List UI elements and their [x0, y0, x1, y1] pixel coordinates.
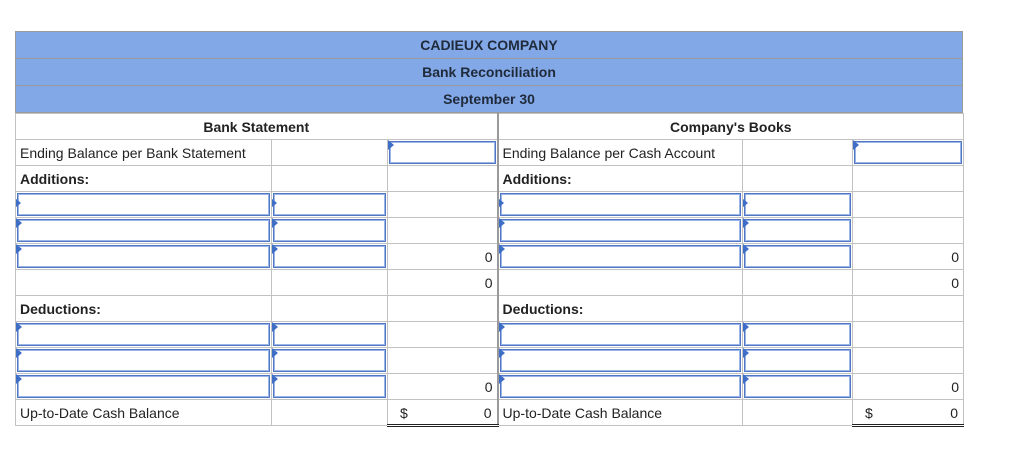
bank-addition-description-input[interactable] [17, 193, 270, 216]
bank-ending-balance-label: Ending Balance per Bank Statement [16, 140, 272, 166]
bank-deduction-amount-input[interactable] [273, 349, 386, 372]
company-name: CADIEUX COMPANY [15, 31, 963, 59]
books-deduction-description-input[interactable] [500, 375, 742, 398]
deduction-entry-row [16, 374, 964, 400]
addition-entry-row [16, 192, 964, 218]
up-to-date-balance-row [16, 400, 964, 426]
dropdown-marker-icon [743, 374, 749, 384]
books-additions-label: Additions: [498, 166, 743, 192]
deduction-entry-row [16, 348, 964, 374]
dropdown-marker-icon [272, 374, 278, 384]
addition-entry-row [16, 244, 964, 270]
dropdown-marker-icon [743, 198, 749, 208]
bank-deductions-subtotal: 0 [388, 374, 498, 400]
books-addition-amount-input[interactable] [744, 245, 851, 268]
dropdown-marker-icon [16, 374, 22, 384]
company-books-heading: Company's Books [498, 114, 964, 140]
dropdown-marker-icon [388, 140, 394, 150]
dropdown-marker-icon [499, 374, 505, 384]
dropdown-marker-icon [743, 244, 749, 254]
books-ending-balance-input[interactable] [854, 141, 962, 164]
books-ending-blank-cell [743, 140, 853, 166]
bank-deduction-description-input[interactable] [17, 323, 270, 346]
bank-additions-subtotal: 0 [388, 244, 498, 270]
deductions-label-row [16, 296, 964, 322]
bank-statement-heading: Bank Statement [16, 114, 498, 140]
bank-final-balance-cell [388, 400, 498, 426]
bank-final-balance-label: Up-to-Date Cash Balance [16, 400, 272, 426]
books-deduction-amount-input[interactable] [744, 349, 851, 372]
bank-addition-description-input[interactable] [17, 219, 270, 242]
books-addition-amount-input[interactable] [744, 193, 851, 216]
addition-entry-row [16, 218, 964, 244]
dropdown-marker-icon [498, 198, 504, 208]
statement-title: Bank Reconciliation [15, 59, 963, 86]
dropdown-marker-icon [272, 198, 278, 208]
books-additions-total: 0 [853, 270, 964, 296]
dropdown-marker-icon [16, 198, 22, 208]
dropdown-marker-icon [16, 218, 22, 228]
dropdown-marker-icon [272, 218, 278, 228]
bank-reconciliation-sheet [15, 31, 963, 427]
books-deduction-description-input[interactable] [500, 323, 742, 346]
dropdown-marker-icon [16, 322, 22, 332]
bank-ending-balance-input[interactable] [389, 141, 496, 164]
bank-deduction-description-input[interactable] [17, 349, 270, 372]
statement-date: September 30 [15, 86, 963, 113]
dropdown-marker-icon [272, 322, 278, 332]
dropdown-marker-icon [499, 218, 505, 228]
bank-additions-total: 0 [388, 270, 498, 296]
additions-total-row [16, 270, 964, 296]
dropdown-marker-icon [499, 348, 505, 358]
books-final-balance-label: Up-to-Date Cash Balance [498, 400, 743, 426]
section-heading-row [16, 114, 964, 140]
bank-deduction-description-input[interactable] [17, 375, 270, 398]
books-final-balance-cell [853, 400, 964, 426]
dropdown-marker-icon [272, 244, 278, 254]
bank-final-currency: $ [400, 405, 408, 421]
bank-addition-amount-input[interactable] [273, 245, 386, 268]
books-additions-subtotal: 0 [853, 244, 964, 270]
bank-ending-blank-cell [272, 140, 388, 166]
books-ending-balance-label: Ending Balance per Cash Account [498, 140, 743, 166]
deduction-entry-row [16, 322, 964, 348]
dropdown-marker-icon [16, 244, 22, 254]
books-deductions-subtotal: 0 [853, 374, 964, 400]
bank-deduction-amount-input[interactable] [273, 323, 386, 346]
books-ending-balance-cell [853, 140, 964, 166]
books-deduction-amount-input[interactable] [744, 375, 851, 398]
books-addition-description-input[interactable] [500, 245, 742, 268]
dropdown-marker-icon [499, 244, 505, 254]
dropdown-marker-icon [743, 218, 749, 228]
books-addition-amount-input[interactable] [744, 219, 851, 242]
bank-addition-amount-input[interactable] [273, 193, 386, 216]
books-final-currency: $ [865, 405, 873, 421]
bank-addition-description-input[interactable] [17, 245, 270, 268]
bank-additions-label: Additions: [16, 166, 272, 192]
books-final-balance-value: 0 [950, 405, 959, 421]
books-deductions-label: Deductions: [498, 296, 743, 322]
dropdown-marker-icon [16, 348, 22, 358]
books-addition-description-input[interactable] [500, 219, 742, 242]
ending-balance-row [16, 140, 964, 166]
books-addition-description-input[interactable] [500, 193, 742, 216]
reconciliation-table [15, 113, 964, 427]
dropdown-marker-icon [743, 348, 749, 358]
bank-addition-amount-input[interactable] [273, 219, 386, 242]
dropdown-marker-icon [853, 140, 859, 150]
books-deduction-amount-input[interactable] [744, 323, 851, 346]
bank-final-balance-value: 0 [483, 405, 492, 421]
bank-deductions-label: Deductions: [16, 296, 272, 322]
bank-ending-balance-cell [388, 140, 498, 166]
dropdown-marker-icon [743, 322, 749, 332]
additions-label-row [16, 166, 964, 192]
bank-deduction-amount-input[interactable] [273, 375, 386, 398]
books-deduction-description-input[interactable] [500, 349, 742, 372]
dropdown-marker-icon [499, 322, 505, 332]
dropdown-marker-icon [272, 348, 278, 358]
